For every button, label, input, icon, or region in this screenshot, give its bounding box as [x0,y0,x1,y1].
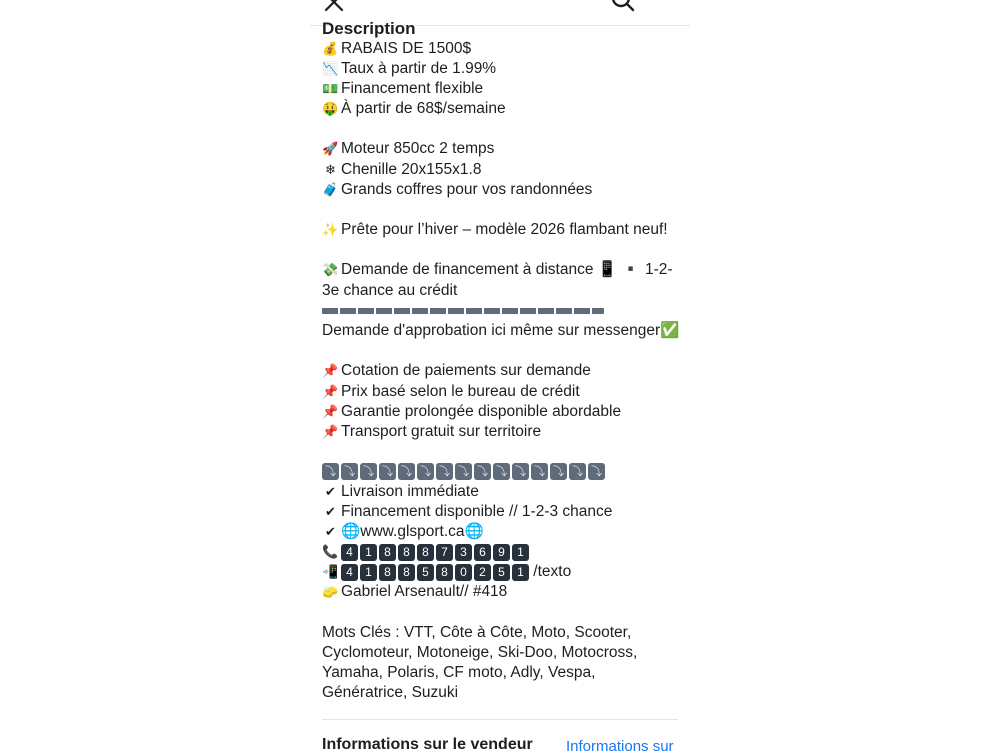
line-text: Financement disponible // 1-2-3 chance [341,503,613,521]
spacer [322,240,682,260]
dollar-bill-icon: 💵 [322,82,339,98]
digit-key: 2 [474,564,491,581]
seller-info-link[interactable]: Informations sur [566,738,674,755]
seller-info-title: Informations sur le vendeur [322,736,533,753]
spacer [322,341,682,361]
arrow-down-icon: ⤵ [322,463,339,480]
digit-key: 1 [360,564,377,581]
line-quote [322,361,682,381]
line-text: Taux à partir de 1.99% [341,60,497,78]
sparkles-icon: ✨ [322,222,339,238]
line-weekly [322,99,682,119]
line-price [322,382,682,402]
money-face-icon: 🤑 [322,102,339,118]
line-rebate [322,39,682,59]
description-heading: Description [322,19,416,38]
line-text: Gabriel Arsenault// #418 [341,583,508,601]
check-icon: ✔ [325,484,336,500]
line-warranty [322,402,682,422]
digit-key: 3 [455,544,472,561]
arrow-down-icon: ⤵ [436,463,453,480]
pushpin-icon: 📌 [322,424,339,440]
digit-key: 5 [417,564,434,581]
phone-icon: 📞 [322,545,339,561]
digit-key: 1 [512,544,529,561]
line-text: RABAIS DE 1500$ [341,40,472,57]
check-icon: ✔ [325,525,336,541]
arrow-down-icon: ⤵ [341,463,358,480]
rocket-icon: 🚀 [322,142,339,158]
spacer [322,119,682,139]
arrow-down-icon: ⤵ [398,463,415,480]
digit-key: 8 [417,544,434,561]
phone-number[interactable] [341,544,529,561]
line-text: Chenille 20x155x1.8 [341,160,482,178]
money-bag-icon: 💰 [322,42,339,57]
website-link[interactable]: 🌐www.glsport.ca🌐 [341,523,484,541]
line-text: Moteur 850cc 2 temps [341,140,495,158]
chart-down-icon: 📉 [322,62,339,78]
digit-key: 0 [455,564,472,581]
digit-key: 1 [360,544,377,561]
close-icon[interactable] [322,0,346,14]
digit-key: 8 [398,544,415,561]
arrow-down-icon: ⤵ [474,463,491,480]
description-section [322,19,682,703]
line-text-number[interactable] [322,562,682,582]
line-financing [322,79,682,99]
digit-key: 6 [474,544,491,561]
mobile-arrow-icon: 📲 [322,565,339,581]
snowflake-icon: ❄ [325,162,336,178]
line-text: Cotation de paiements sur demande [341,362,591,380]
line-delivery [322,482,682,502]
arrow-down-icon: ⤵ [417,463,434,480]
spacer [322,200,682,220]
more-icon[interactable] [655,0,677,8]
luggage-icon: 🧳 [322,182,339,198]
arrow-down-icon: ⤵ [512,463,529,480]
arrow-down-icon: ⤵ [550,463,567,480]
digit-key: 8 [398,564,415,581]
line-contact-name [322,582,682,602]
line-text: Demande de financement à distance 📱 ▪️ 1-2-3e chance au crédit [322,261,673,300]
line-storage [322,180,682,200]
sponge-icon: 🧽 [322,585,339,601]
digit-key: 4 [341,564,358,581]
digit-key: 7 [436,544,453,561]
line-text: Transport gratuit sur territoire [341,422,542,440]
digit-key: 8 [379,544,396,561]
text-number[interactable] [341,564,529,581]
spacer [322,603,682,623]
line-text: Financement flexible [341,80,484,98]
digit-key: 9 [493,544,510,561]
keywords: Mots Clés : VTT, Côte à Côte, Moto, Scooter, Cyclomoteur, Motoneige, Ski-Doo, Motocross, Yamaha, Polaris, CF moto, Adly, Vespa, Génératrice, Suzuki [322,623,638,701]
line-transport [322,422,682,442]
pushpin-icon: 📌 [322,404,339,420]
digit-key: 5 [493,564,510,581]
line-text: Livraison immédiate [341,482,479,500]
check-icon: ✔ [325,505,336,521]
arrow-down-icon: ⤵ [360,463,377,480]
line-remote-financing [322,260,682,301]
line-rate [322,59,682,79]
line-phone[interactable] [322,542,682,562]
line-engine [322,139,682,159]
line-financing-available [322,502,682,522]
line-text: Grands coffres pour vos randonnées [341,180,593,198]
line-approval [322,321,682,341]
arrow-down-icon: ⤵ [531,463,548,480]
digit-key: 1 [512,564,529,581]
arrow-down-icon: ⤵ [493,463,510,480]
pushpin-icon: 📌 [322,384,339,400]
section-divider [322,719,678,720]
digit-key: 8 [436,564,453,581]
line-track [322,160,682,180]
search-icon[interactable] [610,0,636,13]
line-text: Garantie prolongée disponible abordable [341,402,622,420]
separator-bar [322,308,604,314]
line-winter [322,220,682,240]
arrow-down-icon: ⤵ [569,463,586,480]
arrow-divider [322,462,682,482]
line-text: /texto [529,563,572,581]
digit-key: 8 [379,564,396,581]
pushpin-icon: 📌 [322,364,339,380]
arrow-down-icon: ⤵ [379,463,396,480]
digit-key: 4 [341,544,358,561]
arrow-down-icon: ⤵ [455,463,472,480]
line-website[interactable] [322,522,682,542]
line-text: Prix basé selon le bureau de crédit [341,382,580,400]
line-text: À partir de 68$/semaine [341,100,506,118]
money-wings-icon: 💸 [322,263,339,279]
spacer [322,442,682,462]
line-text: Prête pour l’hiver – modèle 2026 flambant neuf! [341,220,668,238]
line-text: Demande d'approbation ici même sur messenger✅ [322,322,680,340]
arrow-down-icon: ⤵ [588,463,605,480]
listing-screen [310,0,690,755]
